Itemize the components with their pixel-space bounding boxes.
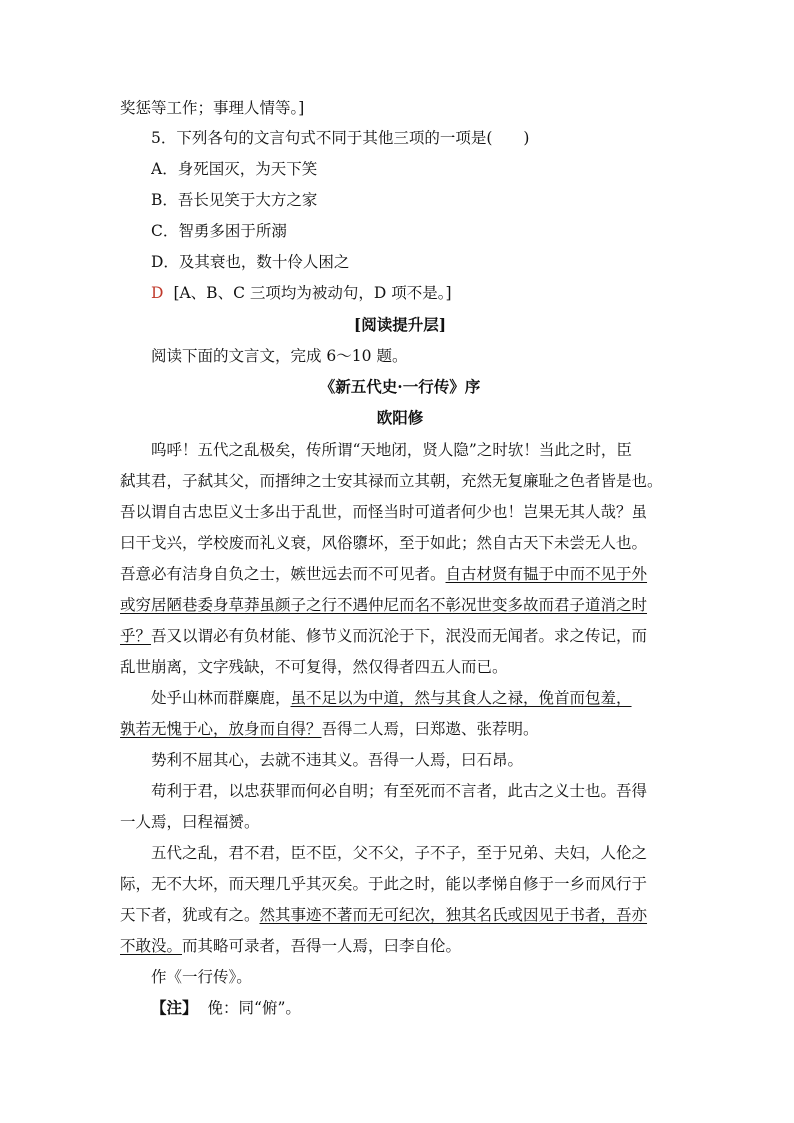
passage-line: 际，无不大坏，而天理几乎其灭矣。于此之时，能以孝悌自修于一乡而风行于 (120, 875, 648, 893)
answer-line (151, 281, 711, 305)
underlined-sentence: 乎？ (120, 627, 152, 645)
option-b: B．吾长见笑于大方之家 (151, 191, 318, 209)
passage-text: 吾意必有洁身自负之士，嫉世远去而不可见者。 (120, 565, 446, 583)
passage-line: 乱世崩离，文字残缺，不可复得，然仅得者四五人而已。 (120, 658, 508, 676)
section-heading: [阅读提升层] (353, 315, 447, 334)
passage-text: 吾又以谓必有负材能、修节义而沉沦于下，泯没而无闻者。求之传记，而 (151, 627, 648, 645)
underlined-sentence: 虽不足以为中道，然与其食人之禄，俛首而包羞， (290, 689, 632, 707)
passage-text: 天下者，犹或有之。 (120, 906, 260, 924)
passage-author: 欧阳修 (376, 408, 424, 427)
passage-line (120, 562, 680, 586)
passage-line: 曰干戈兴，学校废而礼义衰，风俗隳坏，至于如此；然自古天下未尝无人也。 (120, 534, 648, 552)
passage-text: 而其略可录者，吾得一人焉，曰李自伦。 (182, 937, 462, 955)
underlined-sentence: 自古材贤有韫于中而不见于外 (445, 565, 648, 583)
passage-line: 势利不屈其心，去就不违其义。吾得一人焉，曰石昂。 (151, 751, 524, 769)
text-line: 奖惩等工作；事理人情等。] (120, 99, 305, 117)
passage-text: 处乎山林而群麋鹿， (151, 689, 291, 707)
passage-line (120, 934, 680, 958)
passage-title: 《新五代史·一行传》序 (319, 377, 481, 396)
underlined-sentence: 然其事迹不著而无可纪次，独其名氏或因见于书者，吾亦 (259, 906, 648, 924)
note-line (151, 996, 711, 1020)
underlined-sentence: 孰若无愧于心，放身而自得？ (120, 720, 322, 738)
question-5-stem: 5．下列各句的文言句式不同于其他三项的一项是( ) (151, 129, 530, 147)
passage-line: 吾以谓自古忠臣义士多出于乱世，而怪当时可道者何少也！岂果无其人哉？虽 (120, 503, 648, 521)
passage-line (120, 624, 680, 648)
option-c: C．智勇多困于所溺 (151, 222, 287, 240)
passage-line (120, 717, 680, 741)
passage-line: 五代之乱，君不君，臣不臣，父不父，子不子，至于兄弟、夫妇，人伦之 (151, 844, 648, 862)
passage-line (151, 686, 711, 710)
passage-line: 苟利于君，以忠获罪而何必自明；有至死而不言者，此古之义士也。吾得 (151, 782, 648, 800)
option-a: A．身死国灭，为天下笑 (151, 160, 318, 178)
underlined-sentence: 不敢没。 (120, 937, 183, 955)
passage-line (120, 903, 680, 927)
passage-text: 吾得二人焉，曰郑遨、张荐明。 (321, 720, 539, 738)
answer-explanation: [A、B、C 三项均为被动句，D 项不是。] (173, 284, 452, 302)
passage-line: 呜呼！五代之乱极矣，传所谓“天地闭，贤人隐”之时欤！当此之时，臣 (151, 441, 632, 459)
note-text: 俛：同“俯”。 (207, 999, 301, 1017)
passage-line: 一人焉，曰程福赟。 (120, 813, 260, 831)
note-label: 【注】 (151, 998, 198, 1017)
option-d: D．及其衰也，数十伶人困之 (151, 253, 350, 271)
instruction-line: 阅读下面的文言文，完成 6～10 题。 (151, 347, 408, 365)
passage-line: 作《一行传》。 (151, 968, 252, 986)
answer-letter: D (151, 284, 164, 302)
underlined-sentence: 或穷居陋巷委身草莽虽颜子之行不遇仲尼而名不彰况世变多故而君子道消之时 (120, 596, 648, 614)
passage-line: 弑其君，子弑其父，而搢绅之士安其禄而立其朝，充然无复廉耻之色者皆是也。 (120, 472, 663, 490)
